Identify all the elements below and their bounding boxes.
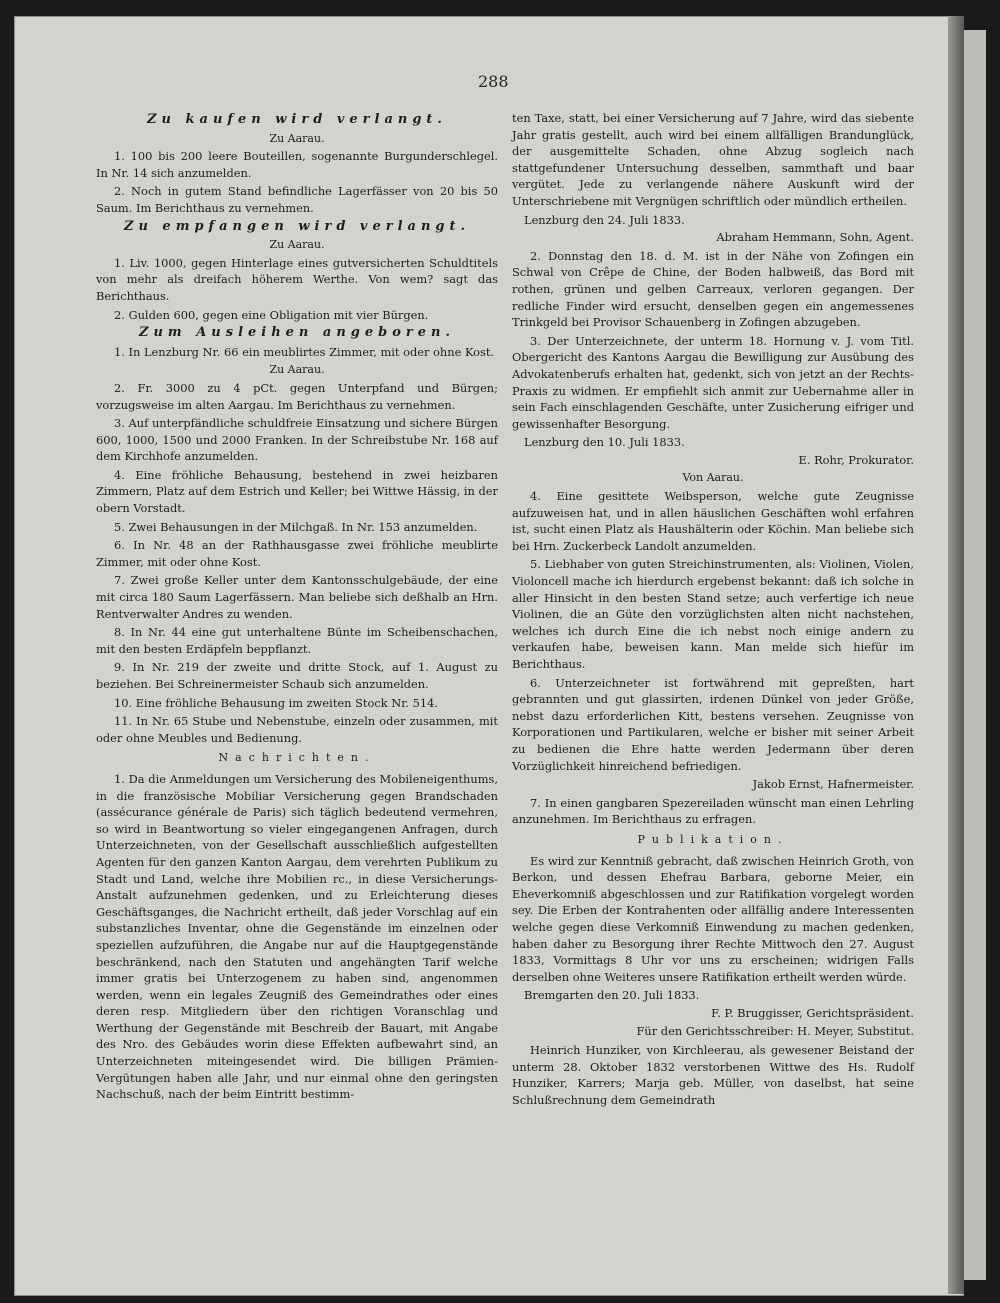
section-heading-receive: Zu empfangen wird verlangt.: [123, 218, 471, 234]
notice-item: 1. In Lenzburg Nr. 66 ein meublirtes Zimmer, mit oder ohne Kost.: [114, 344, 495, 359]
place-heading: Zu Aarau.: [269, 238, 325, 252]
adjacent-page-edge: [962, 30, 986, 1280]
notice-item: 1. 100 bis 200 leere Bouteillen, sogenannte Burgunderschlegel. In Nr. 14 sich anzumelden.: [96, 149, 498, 180]
place-heading: Zu Aarau.: [269, 131, 325, 145]
section-heading-publication: Publikation.: [637, 832, 789, 846]
notice-item: 2. Fr. 3000 zu 4 pCt. gegen Unterpfand und Bürgen; vorzugsweise im alten Aargau. Im Berichthaus zu vernehmen.: [96, 380, 498, 412]
notice-item: 2. Gulden 600, gegen eine Obligation mit vier Bürgen.: [114, 307, 429, 322]
notice-item: 8. In Nr. 44 eine gut unterhaltene Bünte im Scheibenschachen, mit den besten Erdäpfeln beppflanzt.: [96, 625, 498, 656]
notice-item: 4. Eine fröhliche Behausung, bestehend in zwei heizbaren Zimmern, Platz auf dem Estrich und Keller; bei Wittwe Hässig, in der obern Vorstadt.: [96, 467, 498, 516]
page-number: 288: [478, 72, 509, 91]
signature: E. Rohr, Prokurator.: [798, 452, 914, 467]
left-column: [96, 110, 498, 1105]
notice-item: 10. Eine fröhliche Behausung im zweiten Stock Nr. 514.: [114, 695, 438, 710]
notice-item: 5. Zwei Behausungen in der Milchgaß. In Nr. 153 anzumelden.: [114, 519, 478, 534]
notice-item: 1. Da die Anmeldungen um Versicherung des Mobileneigenthums, in die französische Mobiliar Versicherung gegen Brandschaden (assécurance générale de Paris) sich täglich bedeutend vermehren, so wird in Beantwortung so vieler eingegangenen Anfragen, durch Unterzeichneten, von der Gesellschaft ausschließlich aufgestellten Agenten für den ganzen Kanton Aargau, dem verehrten Publikum zu Stadt und Land, welche ihre Mobilien rc., in diese Versicherungs-Anstalt aufzunehmen gedenken, und zu Erleichterung dieses Geschäftsganges, die Nachricht ertheilt, daß jeder Vorschlag auf ein substanzliches Inventar, ohne die Gegenstände im einzelnen oder speziellen aufzuführen, die Angabe nur auf die Hauptgegenstände beschränkend, nach den Statuten und angehängten Tarif welche immer gratis bei Unterzogenem zu haben sind, angenommen werden, wenn ein legales Zeugniß des Gemeindrathes oder eines deren resp. Mitgliedern über den richtigen Voranschlag und Werthung der Gegenstände mit Beschreib der Bauart, mit Angabe des Nro. des Gebäudes worin diese Effekten aufbewahrt sind, an Unterzeichneten miteingesendet wird. Die billigen Prämien-Vergütungen haben alle Jahr, und nur einmal ohne den geringsten Nachschuß, nach der beim Eintritt bestimm-: [96, 771, 498, 1102]
notice-item: 5. Liebhaber von guten Streichinstrumenten, als: Violinen, Violen, Violoncell mache ich hierdurch ergebenst bekannt: daß ich solche in aller Hinsicht in den besten Stand setze; auch verfertige ich neue Violinen, die an Güte den vorzüglichsten alten nicht nachstehen, welches ich durch Eine die ich nebst noch einige andern zu verkaufen habe, beweisen kann. Man melde sich hiefür im Berichthaus.: [512, 557, 914, 671]
notice-item: 6. Unterzeichneter ist fortwährend mit gepreßten, hart gebrannten und gut glassirten, irdenen Dünkel von jeder Größe, nebst dazu erforderlichen Kitt, bestens versehen. Zeugnisse von Korporationen und Partikularen, welche er bisher mit seiner Arbeit zu bedienen die Ehre hatte werden Jedermann über deren Vorzüglichkeit hinreichend befriedigen.: [512, 675, 914, 773]
notice-item: 11. In Nr. 65 Stube und Nebenstube, einzeln oder zusammen, mit oder ohne Meubles und Bedienung.: [96, 714, 498, 745]
publication-text: Es wird zur Kenntniß gebracht, daß zwischen Heinrich Groth, von Berkon, und dessen Ehefrau Barbara, geborne Meier, ein Eheverkomniß abgeschlossen und zur Ratifikation vorgelegt worden sey. Die Erben der Kontrahenten oder allfällig andere Interessenten welche gegen diese Verkomniß Einwendung zu machen gedenken, haben daher zu Besorgung ihrer Rechte Mittwoch den 27. August 1833, Vormittags 8 Uhr vor uns zu erscheinen; widrigen Falls derselben ohne Weiteres unsere Ratifikation ertheilt werden würde.: [512, 853, 914, 984]
signature: F. P. Bruggisser, Gerichtspräsident.: [711, 1005, 914, 1020]
notice-item: 1. Liv. 1000, gegen Hinterlage eines gutversicherten Schuldtitels von mehr als dreifach höherem Werthe. Von wem? sagt das Berichthaus.: [96, 255, 498, 303]
place-heading: Zu Aarau.: [269, 363, 325, 377]
signature: Für den Gerichtsschreiber: H. Meyer, Substitut.: [636, 1024, 914, 1039]
place-heading: Von Aarau.: [682, 471, 744, 485]
section-heading-buy: Zu kaufen wird verlangt.: [147, 112, 447, 127]
notice-item: 9. In Nr. 219 der zweite und dritte Stock, auf 1. August zu beziehen. Bei Schreinermeister Schaub sich anzumelden.: [96, 660, 498, 691]
dateline: Bremgarten den 20. Juli 1833.: [524, 988, 700, 1003]
page-fold-shadow: [948, 16, 964, 1294]
notice-item: 7. Zwei große Keller unter dem Kantonsschulgebäude, der eine mit circa 180 Saum Lagerfässern. Man beliebe sich deßhalb an Hrn. Rentverwalter Andres zu wenden.: [96, 573, 498, 621]
notice-item: 2. Noch in gutem Stand befindliche Lagerfässer von 20 bis 50 Saum. Im Berichthaus zu vernehmen.: [96, 184, 498, 215]
notice-item: 3. Auf unterpfändliche schuldfreie Einsatzung und sichere Bürgen 600, 1000, 1500 und 2000 Franken. In der Schreibstube Nr. 168 auf dem Kirchhofe anzumelden.: [96, 416, 498, 464]
right-column: [512, 110, 914, 1110]
notice-item: 7. In einen gangbaren Spezereiladen wünscht man einen Lehrling anzunehmen. Im Berichthaus zu erfragen.: [512, 795, 914, 827]
publication-text: Heinrich Hunziker, von Kirchleerau, als gewesener Beistand der unterm 28. Oktober 1832 verstorbenen Wittwe des Hs. Rudolf Hunziker, Karrers; Marja geb. Müller, von daselbst, hat seine Schlußrechnung dem Gemeindrath: [512, 1043, 914, 1107]
dateline: Lenzburg den 24. Juli 1833.: [524, 212, 685, 227]
notice-item: 3. Der Unterzeichnete, der unterm 18. Hornung v. J. vom Titl. Obergericht des Kantons Aargau die Bewilligung zur Ausübung des Advokatenberufs erhalten hat, gedenkt, sich von jetzt an der Rechts-Praxis zu widmen. Er empfiehlt sich anmit zur Uebernahme aller in sein Fach einschlagenden Geschäfte, unter Zusicherung eifriger und gewissenhafter Besorgung.: [512, 333, 914, 431]
signature: Abraham Hemmann, Sohn, Agent.: [716, 230, 914, 245]
signature: Jakob Ernst, Hafnermeister.: [752, 777, 914, 792]
section-heading-news: Nachrichten.: [218, 751, 376, 765]
notice-item: 6. In Nr. 48 an der Rathhausgasse zwei fröhliche meublirte Zimmer, mit oder ohne Kost.: [96, 538, 498, 569]
notice-continuation: ten Taxe, statt, bei einer Versicherung auf 7 Jahre, wird das siebente Jahr gratis gestellt, auch wird bei einem allfälligen Brandunglück, der ausgemittelte Schaden, ohne Abzug sogleich nach stattgefundener Untersuchung desselben, sammthaft und baar vergütet. Jede zu verlangende nähere Auskunft wird der Unterschriebene mit Vergnügen schriftlich oder mündlich ertheilen.: [512, 111, 914, 208]
notice-item: 2. Donnstag den 18. d. M. ist in der Nähe von Zofingen ein Schwal von Crêpe de Chine, der Boden halbweiß, das Bord mit rothen, grünen und gelben Carreaux, verloren gegangen. Der redliche Finder wird ersucht, denselben gegen ein angemessenes Trinkgeld bei Provisor Schauenberg in Zofingen abzugeben.: [512, 248, 914, 330]
dateline: Lenzburg den 10. Juli 1833.: [524, 435, 685, 450]
section-heading-lend: Zum Ausleihen angeboren.: [138, 325, 456, 341]
notice-item: 4. Eine gesittete Weibsperson, welche gute Zeugnisse aufzuweisen hat, und in allen häuslichen Geschäften wohl erfahren ist, sucht einen Platz als Haushälterin oder Köchin. Man beliebe sich bei Hrn. Zuckerbeck Landolt anzumelden.: [512, 489, 914, 553]
